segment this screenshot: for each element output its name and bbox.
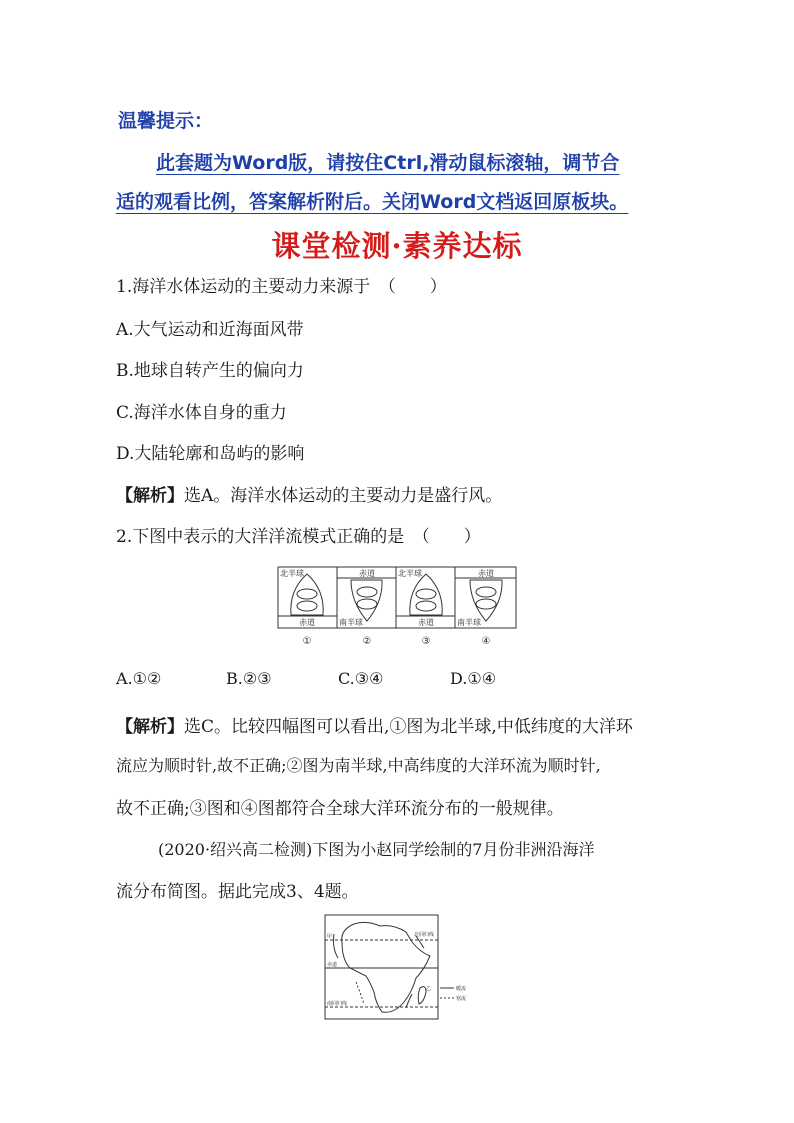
q2-analysis-tag: 【解析】 (116, 717, 184, 737)
label-tropic-s: 南回归线 (327, 1001, 348, 1007)
q1-option-a: A.大气运动和近海面风带 (116, 320, 304, 340)
panel-2-number: ② (362, 636, 372, 647)
tip-title: 温馨提示： (118, 110, 214, 132)
q1-option-c: C.海洋水体自身的重力 (116, 403, 287, 423)
q2-option-a: A.①② (116, 669, 162, 688)
legend-cold-label: 寒流 (456, 996, 467, 1002)
section-banner: 课堂检测·素养达标 (271, 229, 523, 263)
q1-stem: 1.海洋水体运动的主要动力来源于 （ ） (116, 277, 447, 297)
q2-analysis-line-2: 流应为顺时针,故不正确;②图为南半球,中高纬度的大洋环流为顺时针, (116, 756, 601, 775)
panel-2-bottom-label: 南半球 (339, 618, 363, 627)
panel-2-top-label: 赤道 (359, 569, 375, 578)
q2-current-diagram (277, 566, 517, 650)
q2-analysis-line-3: 故不正确;③图和④图都符合全球大洋环流分布的一般规律。 (116, 799, 564, 819)
q2-option-d: D.①④ (450, 669, 497, 688)
madagascar-outline (418, 987, 426, 1004)
q1-option-d: D.大陆轮廓和岛屿的影响 (116, 444, 305, 464)
tip-line-2: 适的观看比例，答案解析附后。关闭Word文档返回原板块。 (116, 191, 629, 213)
panel-1-shape (291, 574, 323, 615)
panel-4-top-label: 赤道 (478, 569, 494, 578)
panel-4-number: ④ (481, 636, 491, 647)
current-arrow-southwest (356, 982, 364, 1004)
q1-analysis-text: 选A。海洋水体运动的主要动力是盛行风。 (184, 486, 503, 506)
panel-3-shape (410, 574, 442, 615)
panel-3-bottom-label: 赤道 (418, 618, 434, 627)
africa-current-map (320, 912, 480, 1024)
legend-warm-label: 暖流 (456, 986, 467, 992)
panel-4-shape (470, 580, 502, 621)
panel-1-bottom-label: 赤道 (299, 618, 315, 627)
panel-3-top-label: 北半球 (398, 569, 422, 578)
panel-3-number: ③ (421, 636, 431, 647)
q2-option-b: B.②③ (226, 669, 272, 688)
intro-line-2: 流分布简图。据此完成3、4题。 (116, 882, 359, 902)
label-marker-2: 乙 (426, 986, 432, 992)
q1-option-b: B.地球自转产生的偏向力 (116, 361, 304, 381)
q2-option-c: C.③④ (338, 669, 384, 688)
current-arrow-west (334, 934, 339, 958)
panel-2-shape (351, 580, 382, 621)
current-arrow-southeast (406, 994, 412, 1008)
q2-stem: 2.下图中表示的大洋洋流模式正确的是 （ ） (116, 527, 481, 547)
q1-analysis-tag: 【解析】 (116, 486, 184, 506)
label-marker-1: 甲 (327, 934, 333, 940)
panel-1-number: ① (302, 636, 312, 647)
label-tropic-n: 北回归线 (414, 932, 435, 938)
q2-analysis-line-1 (116, 712, 633, 737)
q2-analysis-text-1: 选C。比较四幅图可以看出,①图为北半球,中低纬度的大洋环 (184, 717, 633, 737)
tip-line-1: 此套题为Word版，请按住Ctrl,滑动鼠标滚轴，调节合 (156, 152, 620, 174)
label-equator: 赤道 (327, 962, 338, 968)
panel-4-bottom-label: 南半球 (457, 618, 481, 627)
q1-analysis (116, 481, 502, 506)
intro-line-1: (2020·绍兴高二检测)下图为小赵同学绘制的7月份非洲沿海洋 (158, 840, 595, 859)
panel-1-top-label: 北半球 (280, 569, 304, 578)
